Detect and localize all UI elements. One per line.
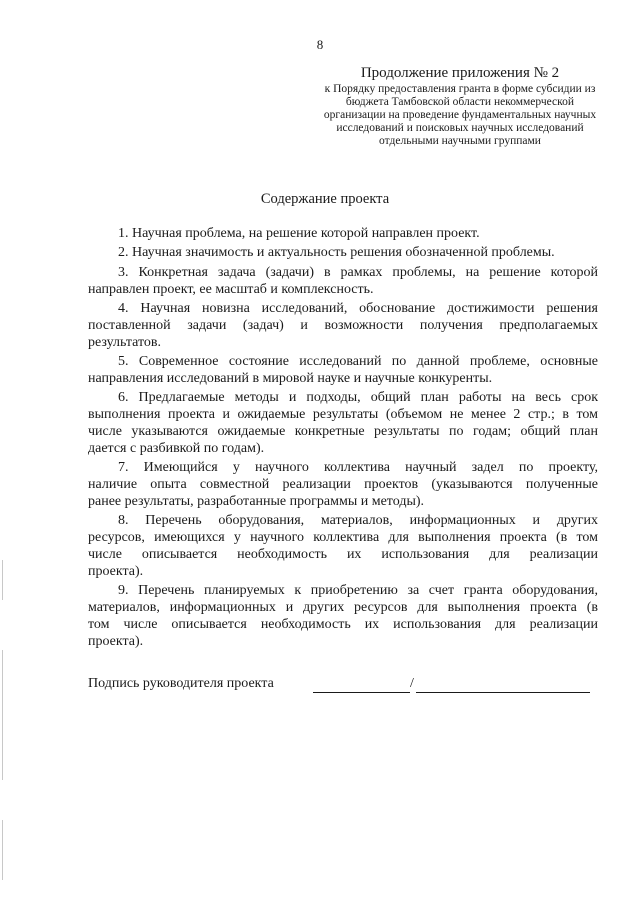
list-item <box>88 354 598 388</box>
item-line: числе описывается необходимость их использования для реализации <box>88 547 598 563</box>
item-line: выполнения проекта и ожидаемые результаты (объемом не менее 2 стр.; в том <box>88 407 598 423</box>
appendix-line: бюджета Тамбовской области некоммерческой <box>345 96 575 108</box>
item-line: 6. Предлагаемые методы и подходы, общий план работы на весь срок <box>118 390 598 406</box>
signature-label: Подпись руководителя проекта <box>88 676 274 691</box>
item-line: 2. Научная значимость и актуальность решения обозначенной проблемы. <box>118 245 555 261</box>
appendix-header <box>302 65 618 148</box>
item-line: поставленной задачи (задач) и возможности получения предполагаемых <box>88 317 598 333</box>
item-line: проекта). <box>88 563 144 579</box>
item-line: материалов, информационных и других ресурсов для выполнения проекта (в <box>88 600 598 616</box>
item-line: результатов. <box>88 334 162 350</box>
list-item <box>88 226 598 243</box>
item-line: 7. Имеющийся у научного коллектива научный задел по проекту, <box>118 460 598 476</box>
item-line: том числе описывается необходимость их использования для реализации <box>88 617 598 633</box>
name-line <box>416 692 590 693</box>
list-item <box>88 265 598 299</box>
scan-artifact <box>2 650 3 780</box>
item-line: направления исследований в мировой науке и научные конкуренты. <box>88 370 493 386</box>
item-line: 1. Научная проблема, на решение которой направлен проект. <box>118 226 480 241</box>
appendix-line: исследований и поисковых научных исследований <box>336 122 584 134</box>
appendix-title: Продолжение приложения № 2 <box>360 65 560 81</box>
item-line: числе указываются ожидаемые конкретные результаты по годам; общий план <box>88 423 598 439</box>
signature-row <box>88 676 274 692</box>
item-line: 3. Конкретная задача (задачи) в рамках проблемы, на решение которой <box>118 264 598 280</box>
project-contents-list <box>88 226 598 653</box>
list-item <box>88 245 598 262</box>
content-heading: Содержание проекта <box>260 191 390 207</box>
scan-artifact <box>2 560 3 600</box>
item-line: 4. Научная новизна исследований, обоснование достижимости решения <box>118 300 598 316</box>
signature-line <box>313 692 410 693</box>
item-line: ранее результаты, разработанные программы и методы). <box>88 493 425 509</box>
item-line: 8. Перечень оборудования, материалов, информационных и других <box>118 513 598 529</box>
item-line: проекта). <box>88 633 144 649</box>
appendix-line: отдельными научными группами <box>379 135 541 147</box>
item-line: наличие опыта совместной реализации проектов (указываются полученные <box>88 477 598 493</box>
signature-separator: / <box>410 676 414 691</box>
item-line: 5. Современное состояние исследований по данной проблеме, основные <box>118 353 598 369</box>
page-number: 8 <box>316 37 324 52</box>
appendix-line: организации на проведение фундаментальных научных <box>323 109 597 121</box>
list-item <box>88 390 598 458</box>
list-item <box>88 301 598 352</box>
scan-artifact <box>2 820 3 880</box>
appendix-line: к Порядку предоставления гранта в форме субсидии из <box>324 83 596 95</box>
list-item <box>88 513 598 581</box>
item-line: направлен проект, ее масштаб и комплексность. <box>88 281 374 297</box>
list-item <box>88 460 598 511</box>
item-line: дается с разбивкой по годам). <box>88 440 265 456</box>
item-line: ресурсов, имеющихся у научного коллектива для выполнения проекта (в том <box>88 530 598 546</box>
list-item <box>88 583 598 651</box>
item-line: 9. Перечень планируемых к приобретению за счет гранта оборудования, <box>118 583 598 599</box>
